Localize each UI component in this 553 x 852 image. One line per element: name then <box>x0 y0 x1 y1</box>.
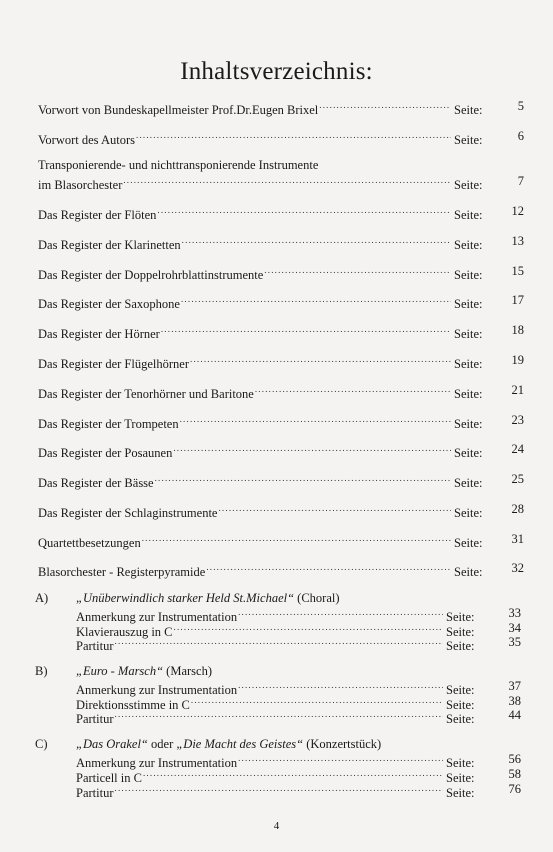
seite-label: Seite: <box>454 268 483 282</box>
section-title-italic-2: „Die Macht des Geistes“ <box>176 737 304 751</box>
entry-page-number: 15 <box>511 264 524 278</box>
section-title-rest: (Marsch) <box>163 664 212 678</box>
entry-text: Vorwort des Autors <box>38 133 135 147</box>
section-heading <box>76 736 381 752</box>
toc-entry <box>38 292 490 311</box>
section-title-rest-2: (Konzertstück) <box>303 737 382 751</box>
seite-label: Seite: <box>446 683 475 697</box>
section-title-rest: oder <box>147 737 177 751</box>
dot-leader <box>206 560 451 576</box>
dot-leader <box>180 412 451 428</box>
entry-text: Partitur <box>76 639 114 653</box>
entry-page-number: 37 <box>508 679 521 693</box>
section-letter: C) <box>35 737 48 751</box>
page-title: Inhaltsverzeichnis: <box>180 58 373 85</box>
section-title-rest: (Choral) <box>294 591 340 605</box>
toc-entry <box>38 263 490 282</box>
toc-entry <box>38 98 490 117</box>
seite-label: Seite: <box>446 698 475 712</box>
toc-sub-entry <box>76 707 482 726</box>
dot-leader <box>182 233 451 249</box>
entry-text: Das Register der Schlaginstrumente <box>38 506 218 520</box>
toc-entry <box>38 233 490 252</box>
toc-entry <box>38 173 490 192</box>
seite-label: Seite: <box>454 506 483 520</box>
dot-leader <box>115 707 444 723</box>
dot-leader <box>155 471 451 487</box>
entry-text: Das Register der Tenorhörner und Baritone <box>38 387 254 401</box>
seite-label: Seite: <box>454 103 483 117</box>
dot-leader <box>319 98 451 114</box>
dot-leader <box>255 382 451 398</box>
dot-leader <box>238 751 443 767</box>
section-heading <box>76 663 212 679</box>
entry-text: Das Register der Klarinetten <box>38 238 181 252</box>
entry-page-number: 23 <box>511 413 524 427</box>
entry-text: im Blasorchester <box>38 178 123 192</box>
dot-leader <box>115 781 444 797</box>
seite-label: Seite: <box>454 327 483 341</box>
entry-page-number: 33 <box>508 606 521 620</box>
seite-label: Seite: <box>446 712 475 726</box>
entry-page-number: 58 <box>508 767 521 781</box>
seite-label: Seite: <box>446 756 475 770</box>
dot-leader <box>173 441 451 457</box>
entry-page-number: 76 <box>508 782 521 796</box>
dot-leader <box>143 766 443 782</box>
seite-label: Seite: <box>454 417 483 431</box>
seite-label: Seite: <box>446 625 475 639</box>
entry-page-number: 12 <box>511 204 524 218</box>
seite-label: Seite: <box>454 446 483 460</box>
section-letter: A) <box>35 591 49 605</box>
seite-label: Seite: <box>446 610 475 624</box>
seite-label: Seite: <box>446 639 475 653</box>
entry-page-number: 25 <box>511 472 524 486</box>
toc-entry <box>38 412 490 431</box>
entry-text: Particell in C <box>76 771 142 785</box>
dot-leader <box>181 292 451 308</box>
entry-text: Vorwort von Bundeskapellmeister Prof.Dr.Eugen Brixel <box>38 103 319 117</box>
toc-entry <box>38 128 490 147</box>
entry-page-number: 56 <box>508 752 521 766</box>
section-title-italic: „Unüberwindlich starker Held St.Michael“ <box>76 591 295 605</box>
seite-label: Seite: <box>454 133 483 147</box>
seite-label: Seite: <box>454 476 483 490</box>
entry-page-number: 31 <box>511 532 524 546</box>
entry-page-number: 38 <box>508 694 521 708</box>
entry-page-number: 28 <box>511 502 524 516</box>
entry-text: Quartettbesetzungen <box>38 536 141 550</box>
section-heading <box>76 590 340 606</box>
entry-text: Anmerkung zur Instrumentation <box>76 683 238 697</box>
seite-label: Seite: <box>454 297 483 311</box>
dot-leader <box>238 605 443 621</box>
entry-page-number: 17 <box>511 293 524 307</box>
section-letter: B) <box>35 664 48 678</box>
dot-leader <box>142 531 451 547</box>
toc-entry <box>38 203 490 222</box>
seite-label: Seite: <box>454 357 483 371</box>
entry-text: Anmerkung zur Instrumentation <box>76 610 238 624</box>
entry-page-number: 32 <box>511 561 524 575</box>
entry-page-number: 18 <box>511 323 524 337</box>
toc-entry <box>38 531 490 550</box>
seite-label: Seite: <box>454 238 483 252</box>
entry-text-line1: Transponierende- und nichttransponierende Instrumente <box>38 158 319 172</box>
toc-sub-entry <box>76 781 482 800</box>
page-number: 4 <box>273 820 280 832</box>
entry-text: Anmerkung zur Instrumentation <box>76 756 238 770</box>
toc-entry <box>38 471 490 490</box>
dot-leader <box>115 634 444 650</box>
dot-leader <box>136 128 451 144</box>
entry-text: Blasorchester - Registerpyramide <box>38 565 206 579</box>
toc-entry <box>38 560 490 579</box>
dot-leader <box>238 678 443 694</box>
seite-label: Seite: <box>454 387 483 401</box>
entry-text: Das Register der Doppelrohrblattinstrumente <box>38 268 264 282</box>
toc-entry <box>38 322 490 341</box>
toc-sub-entry <box>76 605 482 624</box>
seite-label: Seite: <box>454 536 483 550</box>
entry-text: Das Register der Hörner <box>38 327 160 341</box>
entry-page-number: 13 <box>511 234 524 248</box>
entry-text: Das Register der Flügelhörner <box>38 357 190 371</box>
entry-text: Das Register der Trompeten <box>38 417 179 431</box>
entry-page-number: 24 <box>511 442 524 456</box>
seite-label: Seite: <box>446 771 475 785</box>
entry-page-number: 6 <box>517 129 524 143</box>
toc-sub-entry <box>76 751 482 770</box>
entry-page-number: 21 <box>511 383 524 397</box>
entry-page-number: 35 <box>508 635 521 649</box>
entry-text: Das Register der Flöten <box>38 208 157 222</box>
section-title-italic: „Euro - Marsch“ <box>76 664 164 678</box>
entry-page-number: 19 <box>511 353 524 367</box>
entry-text: Partitur <box>76 786 114 800</box>
dot-leader <box>161 322 451 338</box>
toc-sub-entry <box>76 634 482 653</box>
entry-page-number: 7 <box>517 174 524 188</box>
entry-page-number: 34 <box>508 621 521 635</box>
toc-entry <box>38 501 490 520</box>
seite-label: Seite: <box>446 786 475 800</box>
entry-page-number: 44 <box>508 708 521 722</box>
toc-entry <box>38 441 490 460</box>
dot-leader <box>157 203 451 219</box>
entry-text: Das Register der Posaunen <box>38 446 173 460</box>
seite-label: Seite: <box>454 565 483 579</box>
dot-leader <box>123 173 451 189</box>
entry-text: Partitur <box>76 712 114 726</box>
section-title-italic: „Das Orakel“ <box>76 737 148 751</box>
entry-page-number: 5 <box>517 99 524 113</box>
seite-label: Seite: <box>454 208 483 222</box>
toc-entry <box>38 382 490 401</box>
entry-text: Das Register der Saxophone <box>38 297 180 311</box>
entry-text: Das Register der Bässe <box>38 476 154 490</box>
toc-entry <box>38 352 490 371</box>
dot-leader <box>264 263 451 279</box>
toc-sub-entry <box>76 678 482 697</box>
entry-text: Direktionsstimme in C <box>76 698 190 712</box>
dot-leader <box>190 352 451 368</box>
toc-sub-entry <box>76 766 482 785</box>
dot-leader <box>218 501 451 517</box>
seite-label: Seite: <box>454 178 483 192</box>
entry-text: Klavierauszug in C <box>76 625 173 639</box>
